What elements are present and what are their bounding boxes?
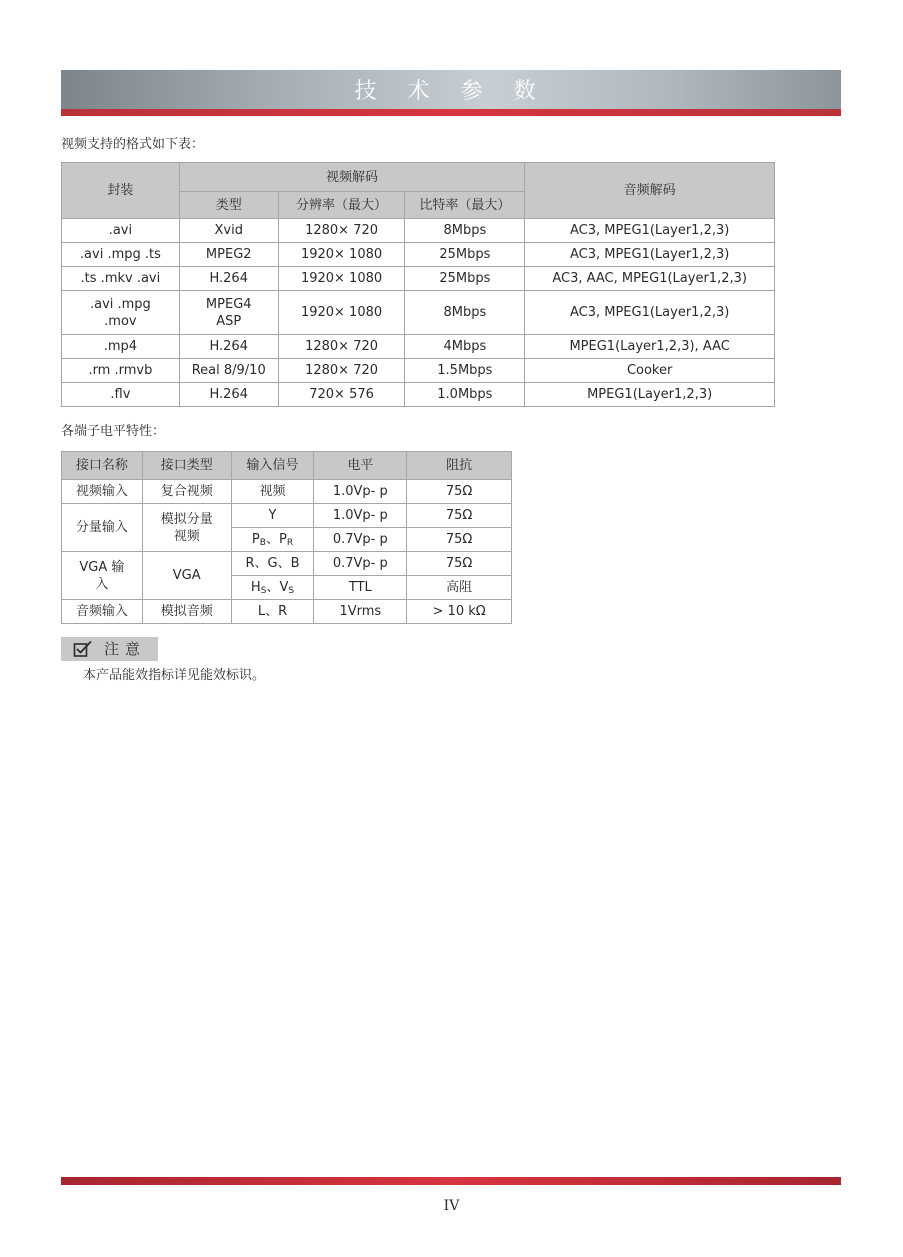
cell-resolution: 1920× 1080 <box>278 291 405 335</box>
video-formats-table <box>61 162 775 407</box>
cell-container: .avi .mpg .ts <box>62 243 180 267</box>
cell-bitrate: 1.5Mbps <box>405 359 525 383</box>
cell-resolution: 1280× 720 <box>278 219 405 243</box>
cell-name-line: 入 <box>95 576 109 592</box>
cell-port-type: VGA <box>142 552 231 600</box>
signal-separator: 、 <box>266 580 280 595</box>
cell-bitrate: 8Mbps <box>405 291 525 335</box>
cell-container: .avi <box>62 219 180 243</box>
cell-signal: Y <box>231 504 314 528</box>
cell-type-line: MPEG4 <box>205 296 252 312</box>
signal-h: H <box>250 580 261 595</box>
signal-pb-sub: B <box>259 538 266 548</box>
cell-container-line: .mov <box>104 313 137 329</box>
page-title: 技 术 参 数 <box>354 79 548 104</box>
cell-impedance: 75Ω <box>407 504 512 528</box>
header-input-signal: 输入信号 <box>231 452 314 480</box>
cell-signal: L、R <box>231 600 314 624</box>
cell-port-type: 复合视频 <box>142 480 231 504</box>
cell-level: 0.7Vp- p <box>314 528 407 552</box>
cell-impedance: 75Ω <box>407 480 512 504</box>
header-port-name: 接口名称 <box>62 452 143 480</box>
cell-port-name: 视频输入 <box>62 480 143 504</box>
cell-impedance: 高阻 <box>407 576 512 600</box>
cell-container <box>62 291 180 335</box>
cell-type <box>179 291 278 335</box>
note-text: 本产品能效指标详见能效标识。 <box>83 668 266 683</box>
signal-pr: P <box>278 532 287 547</box>
cell-port-name: 分量输入 <box>62 504 143 552</box>
signal-separator: 、 <box>265 532 279 547</box>
cell-type: Real 8/9/10 <box>179 359 278 383</box>
cell-signal: R、G、B <box>231 552 314 576</box>
cell-type: H.264 <box>179 267 278 291</box>
cell-name-line: VGA 输 <box>79 559 125 575</box>
header-impedance: 阻抗 <box>407 452 512 480</box>
ports-intro: 各端子电平特性： <box>61 424 166 439</box>
header-type: 类型 <box>179 192 278 219</box>
port-levels-table <box>61 451 512 624</box>
cell-container: .flv <box>62 383 180 407</box>
page-number: IV <box>443 1198 460 1214</box>
cell-bitrate: 4Mbps <box>405 335 525 359</box>
cell-signal: 视频 <box>231 480 314 504</box>
cell-type-line: 视频 <box>173 528 200 544</box>
cell-resolution: 720× 576 <box>278 383 405 407</box>
cell-bitrate: 1.0Mbps <box>405 383 525 407</box>
table-row <box>62 243 775 267</box>
cell-port-type: 模拟音频 <box>142 600 231 624</box>
cell-level: 0.7Vp- p <box>314 552 407 576</box>
signal-h-sub: S <box>260 586 267 596</box>
cell-resolution: 1280× 720 <box>278 359 405 383</box>
cell-port-name <box>62 552 143 600</box>
cell-resolution: 1920× 1080 <box>278 267 405 291</box>
header-banner <box>61 70 841 116</box>
signal-v: V <box>279 580 289 595</box>
cell-impedance: 75Ω <box>407 528 512 552</box>
table-row <box>62 552 512 576</box>
cell-level: 1.0Vp- p <box>314 504 407 528</box>
cell-type: Xvid <box>179 219 278 243</box>
cell-level: 1.0Vp- p <box>314 480 407 504</box>
header-red-stripe <box>61 109 841 116</box>
cell-level: 1Vrms <box>314 600 407 624</box>
header-container: 封装 <box>62 163 180 219</box>
cell-type: H.264 <box>179 383 278 407</box>
cell-audio: AC3, MPEG1(Layer1,2,3) <box>525 243 775 267</box>
cell-resolution: 1280× 720 <box>278 335 405 359</box>
cell-audio: MPEG1(Layer1,2,3), AAC <box>525 335 775 359</box>
table-row <box>62 291 775 335</box>
header-level: 电平 <box>314 452 407 480</box>
table-row <box>62 335 775 359</box>
check-box-icon <box>73 640 93 658</box>
table-row <box>62 267 775 291</box>
cell-bitrate: 8Mbps <box>405 219 525 243</box>
cell-level: TTL <box>314 576 407 600</box>
cell-type-line: ASP <box>216 313 242 329</box>
cell-audio: AC3, MPEG1(Layer1,2,3) <box>525 291 775 335</box>
signal-pb: P <box>251 532 260 547</box>
header-port-type: 接口类型 <box>142 452 231 480</box>
cell-signal <box>231 576 314 600</box>
cell-audio: MPEG1(Layer1,2,3) <box>525 383 775 407</box>
cell-audio: AC3, MPEG1(Layer1,2,3) <box>525 219 775 243</box>
table-header-row <box>62 163 775 192</box>
table-row <box>62 219 775 243</box>
formats-intro: 视频支持的格式如下表： <box>61 137 205 152</box>
cell-audio: Cooker <box>525 359 775 383</box>
cell-container-line: .avi .mpg <box>89 296 151 312</box>
cell-signal <box>231 528 314 552</box>
cell-container: .ts .mkv .avi <box>62 267 180 291</box>
table-row <box>62 383 775 407</box>
signal-v-sub: S <box>288 586 295 596</box>
signal-pr-sub: R <box>286 538 294 548</box>
note-label: 注意 <box>104 640 147 658</box>
table-row <box>62 359 775 383</box>
table-row <box>62 480 512 504</box>
cell-impedance: 75Ω <box>407 552 512 576</box>
table-row <box>62 504 512 528</box>
cell-port-name: 音频输入 <box>62 600 143 624</box>
table-row <box>62 600 512 624</box>
cell-container: .mp4 <box>62 335 180 359</box>
header-video-decoding: 视频解码 <box>179 163 524 192</box>
cell-audio: AC3, AAC, MPEG1(Layer1,2,3) <box>525 267 775 291</box>
header-bitrate: 比特率（最大） <box>405 192 525 219</box>
header-audio-decoding: 音频解码 <box>525 163 775 219</box>
cell-port-type <box>142 504 231 552</box>
cell-type: H.264 <box>179 335 278 359</box>
table-header-row <box>62 452 512 480</box>
cell-resolution: 1920× 1080 <box>278 243 405 267</box>
cell-type: MPEG2 <box>179 243 278 267</box>
cell-bitrate: 25Mbps <box>405 243 525 267</box>
cell-impedance: > 10 kΩ <box>407 600 512 624</box>
cell-container: .rm .rmvb <box>62 359 180 383</box>
footer-red-bar <box>61 1177 841 1185</box>
cell-bitrate: 25Mbps <box>405 267 525 291</box>
cell-type-line: 模拟分量 <box>160 511 213 527</box>
note-tag <box>61 637 158 661</box>
header-resolution: 分辨率（最大） <box>278 192 405 219</box>
